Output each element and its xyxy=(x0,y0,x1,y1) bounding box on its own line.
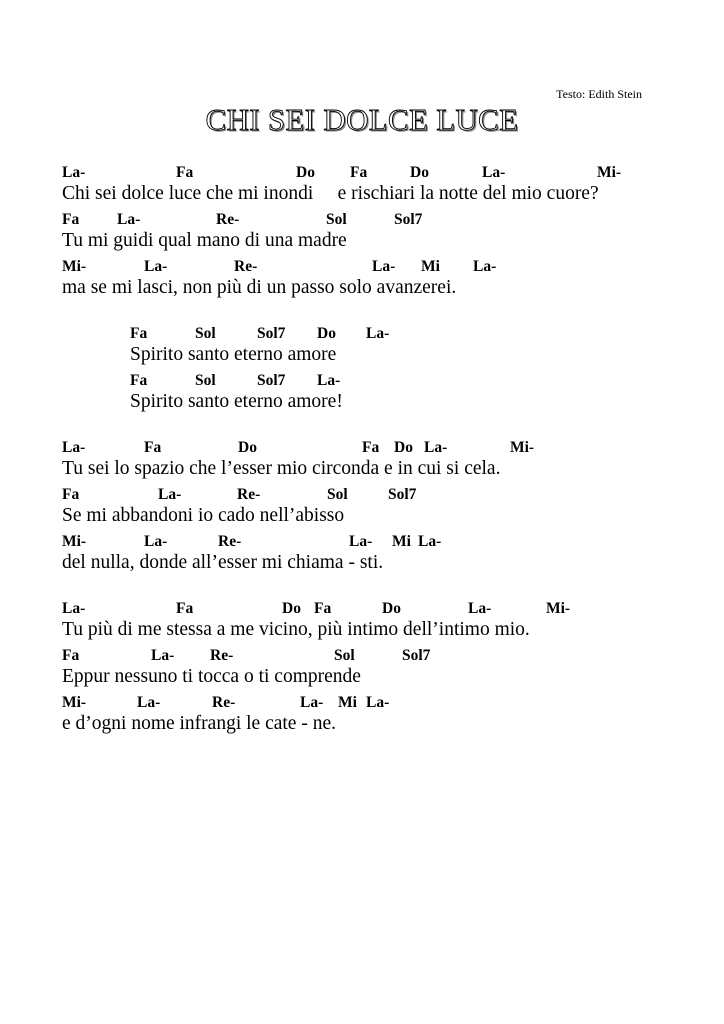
author-credit: Testo: Edith Stein xyxy=(556,87,642,101)
chord: Fa xyxy=(176,164,194,181)
chord: Do xyxy=(382,600,401,617)
chord: Fa xyxy=(314,600,332,617)
chord-line xyxy=(62,596,702,618)
chord: Sol7 xyxy=(257,325,286,342)
chord: La- xyxy=(349,533,373,550)
chord: Fa xyxy=(130,372,148,389)
chord: La- xyxy=(62,439,86,456)
chord-line xyxy=(62,435,702,457)
chord: La- xyxy=(473,258,497,275)
chord: Mi xyxy=(392,533,411,550)
chord: Re- xyxy=(210,647,234,664)
chord: Fa xyxy=(62,211,80,228)
chord: La- xyxy=(372,258,396,275)
chord: La- xyxy=(158,486,182,503)
chord: Sol7 xyxy=(388,486,417,503)
chord: Fa xyxy=(350,164,368,181)
chord: Re- xyxy=(212,694,236,711)
chord: La- xyxy=(137,694,161,711)
chord: Do xyxy=(410,164,429,181)
chord: La- xyxy=(424,439,448,456)
lyric-line: del nulla, donde all’esser mi chiama - sti. xyxy=(62,552,384,573)
chord: Mi- xyxy=(510,439,535,456)
chord-line xyxy=(62,480,702,504)
lyric-line: e d’ogni nome infrangi le cate - ne. xyxy=(62,713,336,734)
refrain-stanza xyxy=(130,321,702,413)
chord: La- xyxy=(300,694,324,711)
chord: Fa xyxy=(62,486,80,503)
chord: Do xyxy=(317,325,336,342)
chord-line xyxy=(62,160,702,182)
chord: Mi xyxy=(421,258,440,275)
lyric-line: Tu più di me stessa a me vicino, più intimo dell’intimo mio. xyxy=(62,619,530,640)
verse-stanza xyxy=(62,160,702,299)
chord: Sol xyxy=(195,372,216,389)
chord-line xyxy=(130,321,702,343)
chord: Mi- xyxy=(546,600,571,617)
chord: Fa xyxy=(130,325,148,342)
chord-line xyxy=(62,205,702,229)
chord-line xyxy=(130,366,702,390)
chord-line xyxy=(62,527,702,551)
chord: Mi- xyxy=(597,164,622,181)
chord: La- xyxy=(482,164,506,181)
chord: La- xyxy=(151,647,175,664)
verse-stanza xyxy=(62,596,702,735)
chord: Do xyxy=(282,600,301,617)
song-body xyxy=(62,160,702,757)
chord: Sol7 xyxy=(257,372,286,389)
chord: Re- xyxy=(234,258,258,275)
chord: Sol xyxy=(327,486,348,503)
chord: Mi- xyxy=(62,258,87,275)
lyric-line: Spirito santo eterno amore! xyxy=(130,391,343,412)
chord: La- xyxy=(62,600,86,617)
chord-line xyxy=(62,688,702,712)
lyric-line: Chi sei dolce luce che mi inondi e rischiari la notte del mio cuore? xyxy=(62,183,599,204)
chord: Sol xyxy=(334,647,355,664)
chord: La- xyxy=(366,325,390,342)
chord: La- xyxy=(144,258,168,275)
chord: Sol7 xyxy=(402,647,431,664)
chord: Do xyxy=(238,439,257,456)
chord: La- xyxy=(366,694,390,711)
chord: Sol xyxy=(326,211,347,228)
chord: La- xyxy=(418,533,442,550)
chord-line xyxy=(62,641,702,665)
chord: La- xyxy=(144,533,168,550)
chord: Sol7 xyxy=(394,211,423,228)
chord-line xyxy=(62,252,702,276)
lyric-line: Spirito santo eterno amore xyxy=(130,344,337,365)
song-title: CHI SEI DOLCE LUCE xyxy=(205,102,519,137)
verse-stanza xyxy=(62,435,702,574)
chord: La- xyxy=(468,600,492,617)
chord: Sol xyxy=(195,325,216,342)
chord: Do xyxy=(296,164,315,181)
chord: Fa xyxy=(62,647,80,664)
chord: Fa xyxy=(144,439,162,456)
chord: Mi xyxy=(338,694,357,711)
lyric-line: Se mi abbandoni io cado nell’abisso xyxy=(62,505,345,526)
chord: Re- xyxy=(237,486,261,503)
chord: Fa xyxy=(362,439,380,456)
chord: Fa xyxy=(176,600,194,617)
lyric-line: Eppur nessuno ti tocca o ti comprende xyxy=(62,666,361,687)
chord: Do xyxy=(394,439,413,456)
lyric-line: Tu mi guidi qual mano di una madre xyxy=(62,230,347,251)
chord: Mi- xyxy=(62,694,87,711)
chord: La- xyxy=(62,164,86,181)
chord: La- xyxy=(117,211,141,228)
lyric-line: Tu sei lo spazio che l’esser mio circonda e in cui si cela. xyxy=(62,458,501,479)
lyric-line: ma se mi lasci, non più di un passo solo avanzerei. xyxy=(62,277,457,298)
chord: Re- xyxy=(216,211,240,228)
chord: Mi- xyxy=(62,533,87,550)
chord: Re- xyxy=(218,533,242,550)
chord: La- xyxy=(317,372,341,389)
